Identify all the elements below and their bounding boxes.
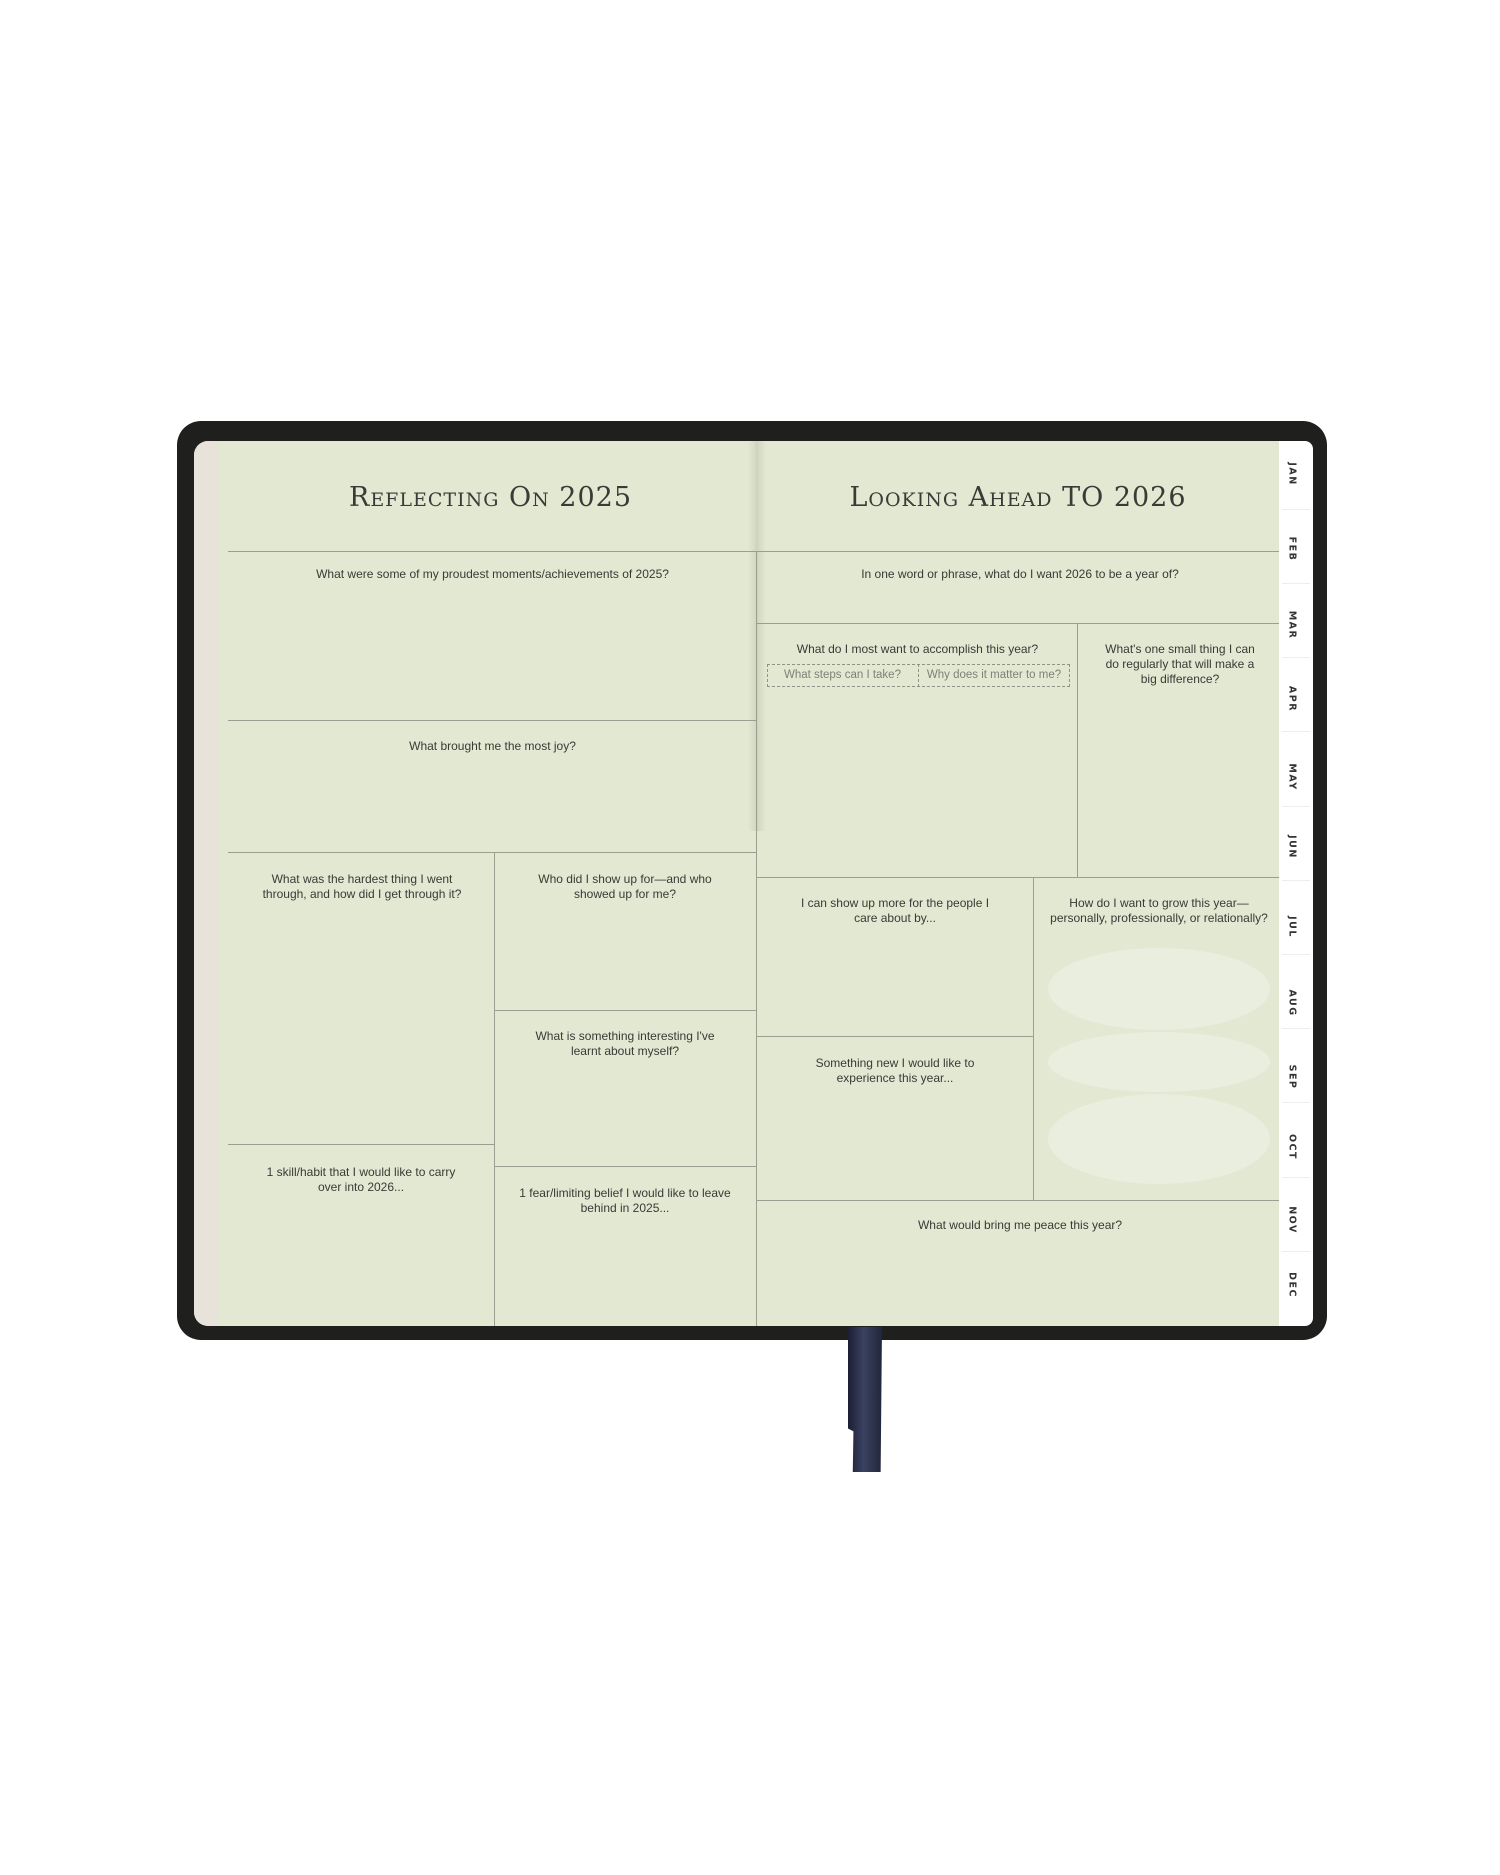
divider bbox=[494, 1010, 756, 1011]
month-tab-apr[interactable]: APR bbox=[1286, 685, 1298, 713]
header-divider bbox=[228, 551, 1279, 552]
tab-separator bbox=[1282, 806, 1310, 807]
divider bbox=[228, 1144, 494, 1145]
month-tab-strip bbox=[1279, 441, 1313, 1326]
month-tab-sep[interactable]: SEP bbox=[1286, 1064, 1298, 1090]
month-tab-jan[interactable]: JAN bbox=[1286, 462, 1298, 486]
prompt-show-up-more: I can show up more for the people I care about by... bbox=[800, 896, 990, 925]
month-tab-mar[interactable]: MAR bbox=[1286, 610, 1298, 640]
prompt-joy: What brought me the most joy? bbox=[409, 739, 576, 753]
ribbon-bookmark bbox=[848, 1327, 882, 1472]
month-tab-nov[interactable]: NOV bbox=[1286, 1206, 1298, 1234]
tab-separator bbox=[1282, 1251, 1310, 1252]
month-tab-oct[interactable]: OCT bbox=[1286, 1133, 1298, 1161]
month-tab-may[interactable]: MAY bbox=[1286, 763, 1298, 791]
divider bbox=[756, 877, 1279, 878]
prompt-one-word: In one word or phrase, what do I want 2026 to be a year of? bbox=[861, 567, 1179, 581]
divider bbox=[494, 852, 495, 1326]
divider bbox=[228, 852, 756, 853]
prompt-hardest: What was the hardest thing I went through, and how did I get through it? bbox=[262, 872, 462, 901]
prompt-small-thing: What's one small thing I can do regularly that will make a big difference? bbox=[1105, 642, 1255, 686]
tab-separator bbox=[1282, 583, 1310, 584]
prompt-accomplish: What do I most want to accomplish this year? bbox=[796, 642, 1039, 656]
prompt-skill: 1 skill/habit that I would like to carry over into 2026... bbox=[266, 1165, 456, 1194]
tab-separator bbox=[1282, 731, 1310, 732]
tab-separator bbox=[1282, 954, 1310, 955]
decorative-oval bbox=[1048, 1032, 1270, 1092]
divider bbox=[756, 1036, 1033, 1037]
tab-separator bbox=[1282, 657, 1310, 658]
tab-separator bbox=[1282, 1028, 1310, 1029]
left-page-title: Reflecting On 2025 bbox=[348, 482, 633, 513]
prompt-matters: Why does it matter to me? bbox=[926, 669, 1062, 681]
tab-separator bbox=[1282, 1177, 1310, 1178]
month-tab-jul[interactable]: JUL bbox=[1286, 916, 1298, 938]
month-tab-aug[interactable]: AUG bbox=[1286, 989, 1298, 1017]
divider bbox=[756, 1200, 1279, 1201]
prompt-something-new: Something new I would like to experience this year... bbox=[815, 1056, 975, 1085]
center-divider bbox=[756, 551, 757, 1326]
month-tab-feb[interactable]: FEB bbox=[1286, 536, 1298, 562]
month-tab-jun[interactable]: JUN bbox=[1286, 835, 1298, 859]
right-page-title: Looking Ahead TO 2026 bbox=[849, 482, 1187, 513]
divider bbox=[1033, 877, 1034, 1200]
prompt-proudest: What were some of my proudest moments/achievements of 2025? bbox=[316, 567, 669, 581]
tab-separator bbox=[1282, 1102, 1310, 1103]
page-edge bbox=[194, 441, 218, 1326]
decorative-oval bbox=[1048, 948, 1270, 1030]
divider bbox=[756, 623, 1279, 624]
divider bbox=[228, 720, 756, 721]
divider bbox=[494, 1166, 756, 1167]
prompt-steps: What steps can I take? bbox=[784, 669, 901, 681]
prompt-grow: How do I want to grow this year—personally, professionally, or relationally? bbox=[1050, 896, 1268, 925]
prompt-learnt: What is something interesting I've learnt about myself? bbox=[535, 1029, 715, 1058]
prompt-peace: What would bring me peace this year? bbox=[917, 1218, 1123, 1232]
prompt-showed-up: Who did I show up for—and who showed up for me? bbox=[538, 872, 712, 901]
decorative-oval bbox=[1048, 1094, 1270, 1184]
prompt-fear: 1 fear/limiting belief I would like to leave behind in 2025... bbox=[519, 1186, 731, 1215]
tab-separator bbox=[1282, 509, 1310, 510]
divider bbox=[1077, 623, 1078, 877]
month-tab-dec[interactable]: DEC bbox=[1286, 1272, 1298, 1298]
tab-separator bbox=[1282, 880, 1310, 881]
